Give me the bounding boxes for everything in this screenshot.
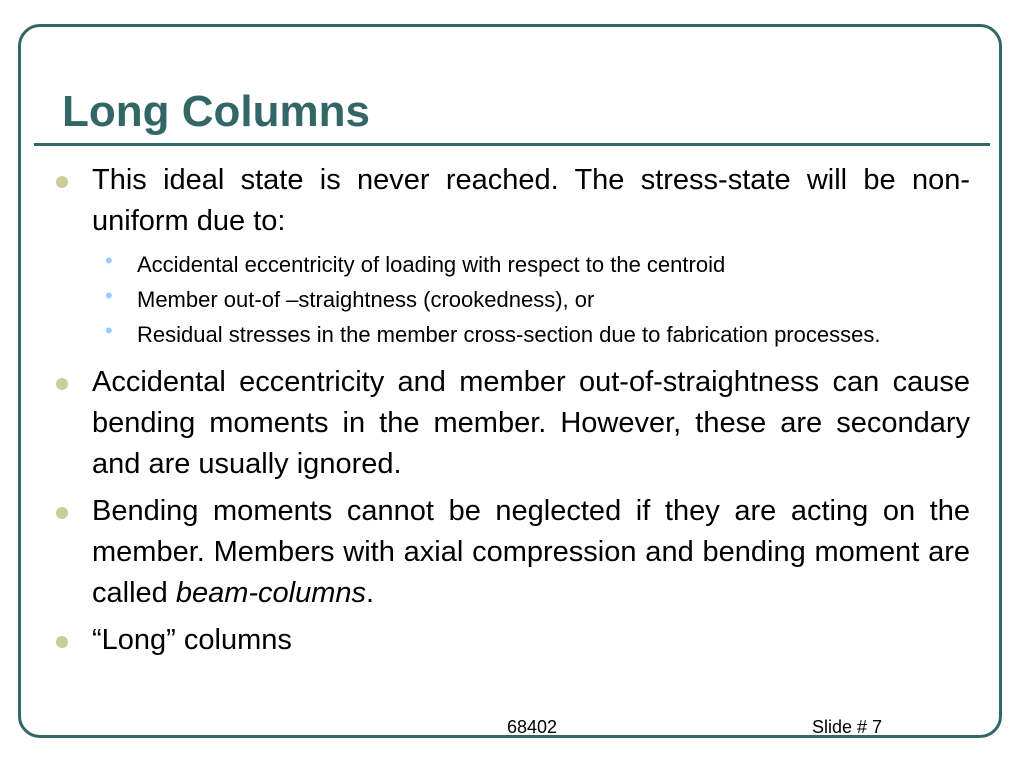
slide-content bbox=[52, 160, 970, 667]
bullet-item-1 bbox=[52, 160, 970, 242]
bullet-dot-icon bbox=[56, 176, 68, 188]
footer-slide-number: Slide # 7 bbox=[812, 717, 883, 737]
bullet-dot-icon bbox=[56, 378, 68, 390]
bullet-text: Accidental eccentricity and member out-of-straightness can cause bending moments in the member. However, these are secondary and are usually ignored. bbox=[92, 366, 970, 480]
bullet-text: This ideal state is never reached. The stress-state will be non-uniform due to: bbox=[92, 164, 970, 237]
sub-bullet-item-3 bbox=[52, 318, 970, 352]
bullet-text: “Long” columns bbox=[92, 624, 292, 656]
footer-course: 68402 bbox=[507, 717, 558, 737]
slide-title: Long Columns bbox=[62, 87, 370, 136]
bullet-emphasis: beam-columns bbox=[175, 577, 367, 609]
sub-bullet-dot-icon: • bbox=[105, 283, 113, 308]
bullet-item-4 bbox=[52, 620, 970, 661]
sub-bullet-item-2 bbox=[52, 283, 970, 317]
sub-bullet-dot-icon: • bbox=[105, 248, 113, 273]
title-divider bbox=[34, 143, 990, 146]
bullet-dot-icon bbox=[56, 636, 68, 648]
sub-bullet-text: Member out-of –straightness (crookedness), or bbox=[137, 287, 595, 312]
bullet-item-3 bbox=[52, 491, 970, 614]
bullet-text-end: . bbox=[366, 577, 375, 609]
sub-bullet-text: Accidental eccentricity of loading with respect to the centroid bbox=[137, 252, 726, 277]
sub-bullet-dot-icon: • bbox=[105, 318, 113, 343]
bullet-text: Bending moments cannot be neglected if they are acting on the member. Members with axial compression and bending moment are called bbox=[92, 495, 970, 609]
sub-bullet-item-1 bbox=[52, 248, 970, 282]
bullet-dot-icon bbox=[56, 507, 68, 519]
bullet-item-2 bbox=[52, 362, 970, 485]
sub-bullet-text: Residual stresses in the member cross-section due to fabrication processes. bbox=[137, 322, 881, 347]
